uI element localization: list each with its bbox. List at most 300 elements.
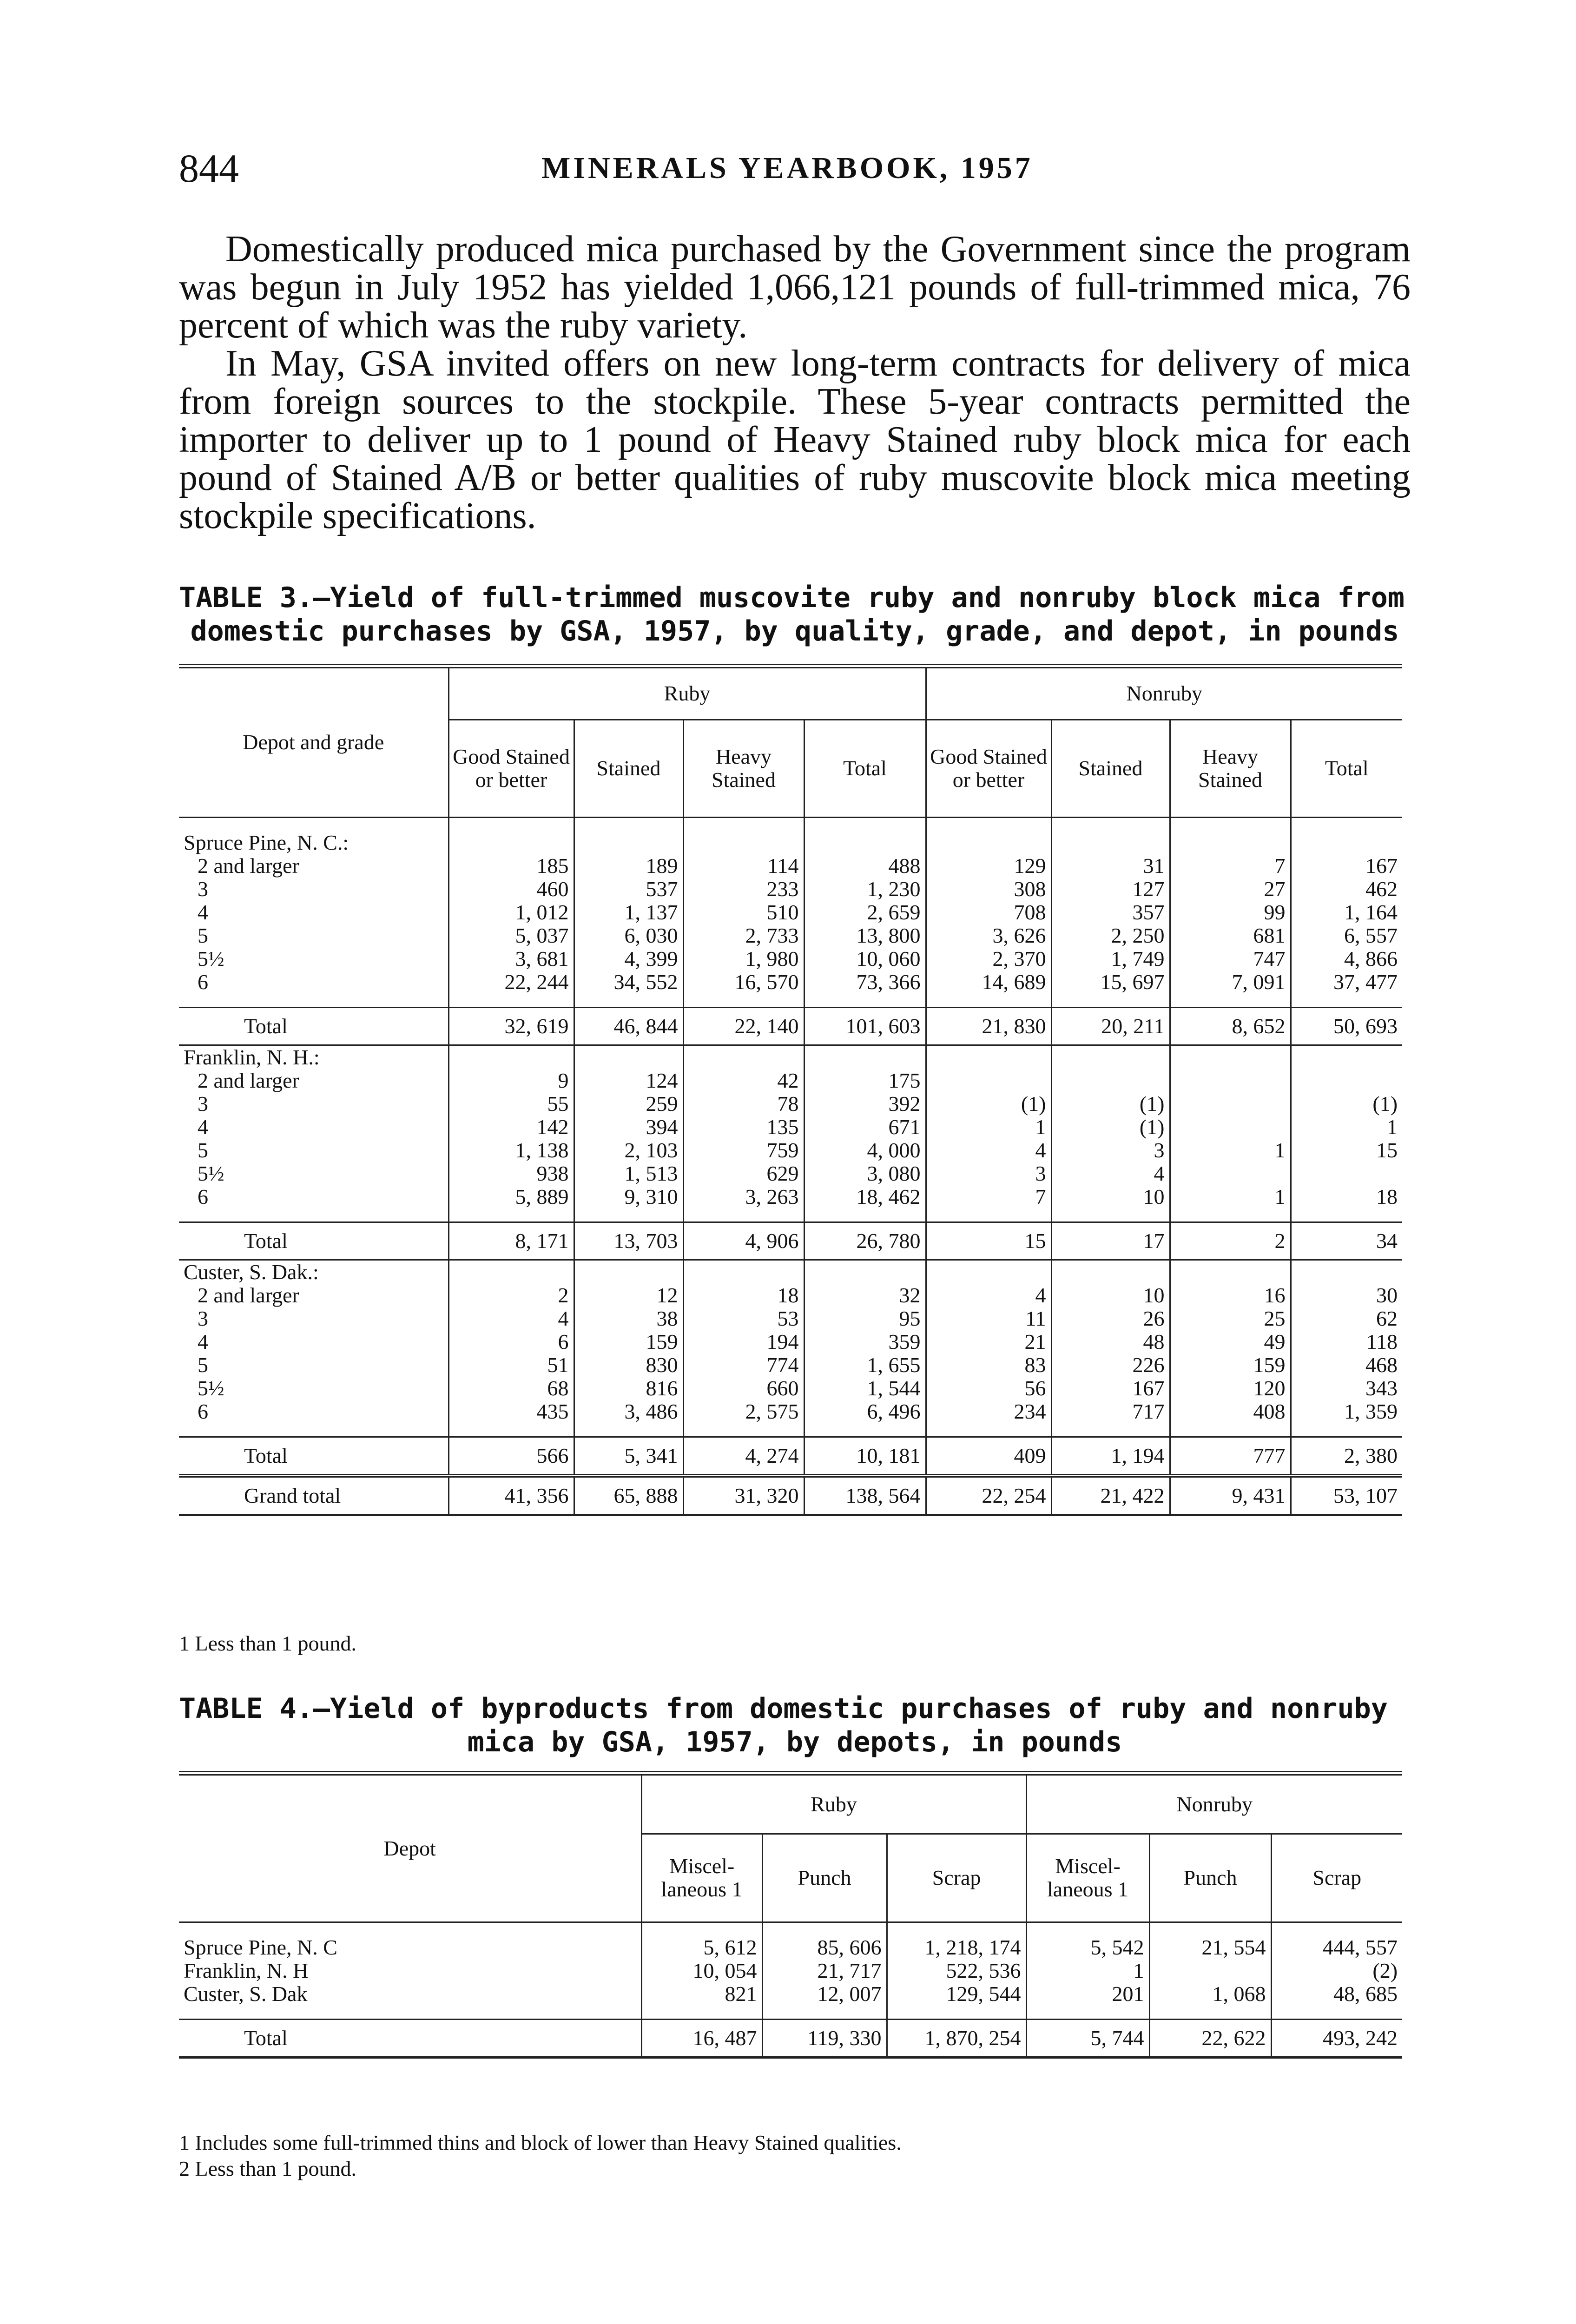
table-cell: 522, 536 <box>887 1959 1026 1982</box>
spacer-row <box>179 817 1402 831</box>
table-cell: 48 <box>1051 1330 1170 1353</box>
table-cell: 233 <box>683 878 804 901</box>
table-cell: 226 <box>1051 1353 1170 1377</box>
table-cell: 4, 399 <box>574 947 683 971</box>
table-cell: 2, 733 <box>683 924 804 947</box>
total-cell: 5, 341 <box>574 1437 683 1476</box>
grand-total-cell: 138, 564 <box>804 1476 926 1515</box>
table-row <box>179 1185 1402 1208</box>
table-cell: 1, 068 <box>1149 1982 1271 2006</box>
table-cell: 6, 030 <box>574 924 683 947</box>
total-cell: 8, 171 <box>448 1222 574 1260</box>
table-row <box>179 1116 1402 1139</box>
grand-total-cell: 9, 431 <box>1170 1476 1291 1515</box>
table-cell: 660 <box>683 1377 804 1400</box>
table-cell: 21 <box>926 1330 1051 1353</box>
table-cell: 1, 359 <box>1291 1400 1402 1423</box>
col-header-miscellaneous: Miscel-laneous 1 <box>641 1834 762 1922</box>
table-cell: 56 <box>926 1377 1051 1400</box>
table-cell: 16, 570 <box>683 971 804 994</box>
table3-title-line2: domestic purchases by GSA, 1957, by quality, grade, and depot, in pounds <box>190 615 1399 647</box>
depot-heading-row <box>179 1045 1402 1069</box>
table-cell: 3, 486 <box>574 1400 683 1423</box>
table-cell: 21, 554 <box>1149 1936 1271 1959</box>
total-cell: 22, 622 <box>1149 2019 1271 2057</box>
total-cell: 493, 242 <box>1271 2019 1402 2057</box>
table-cell: 83 <box>926 1353 1051 1377</box>
table-row <box>179 1330 1402 1353</box>
total-cell: 32, 619 <box>448 1007 574 1045</box>
table-cell: 7 <box>926 1185 1051 1208</box>
total-cell: 119, 330 <box>762 2019 887 2057</box>
table-cell: 15 <box>1291 1139 1402 1162</box>
grand-total-row <box>179 1476 1402 1515</box>
table-cell: 3, 681 <box>448 947 574 971</box>
table-cell: 5, 889 <box>448 1185 574 1208</box>
table-cell: 708 <box>926 901 1051 924</box>
table-cell <box>1051 1069 1170 1092</box>
depot-name: Custer, S. Dak.: <box>184 1260 319 1284</box>
table-cell: 18, 462 <box>804 1185 926 1208</box>
col-header-punch: Punch <box>1149 1834 1271 1922</box>
total-cell: 21, 830 <box>926 1007 1051 1045</box>
table4-title-line2: mica by GSA, 1957, by depots, in pounds <box>467 1726 1122 1758</box>
table-cell: 359 <box>804 1330 926 1353</box>
table-cell: (1) <box>926 1092 1051 1116</box>
table-cell: 6, 496 <box>804 1400 926 1423</box>
running-title: MINERALS YEARBOOK, 1957 <box>541 151 1033 185</box>
table-cell: 62 <box>1291 1307 1402 1330</box>
total-row <box>179 1007 1402 1045</box>
total-cell: 46, 844 <box>574 1007 683 1045</box>
table-cell: 37, 477 <box>1291 971 1402 994</box>
table3-title <box>179 581 1411 648</box>
table-row <box>179 1307 1402 1330</box>
col-header-heavy-stained: Heavy Stained <box>683 720 804 817</box>
table-cell: 830 <box>574 1353 683 1377</box>
table-cell: 259 <box>574 1092 683 1116</box>
table-cell: 42 <box>683 1069 804 1092</box>
table4 <box>179 1771 1402 2059</box>
grade-label: 4 <box>198 1330 208 1353</box>
table-cell: 14, 689 <box>926 971 1051 994</box>
table-cell <box>1170 1162 1291 1185</box>
table-cell: 38 <box>574 1307 683 1330</box>
table-cell: 816 <box>574 1377 683 1400</box>
total-cell: 2 <box>1170 1222 1291 1260</box>
table-row <box>179 1069 1402 1092</box>
table-cell: 2, 659 <box>804 901 926 924</box>
table-cell: 11 <box>926 1307 1051 1330</box>
grade-label: 4 <box>198 900 208 924</box>
table-row <box>179 947 1402 971</box>
total-cell: 34 <box>1291 1222 1402 1260</box>
grade-label: 2 and larger <box>198 1283 299 1307</box>
table-cell: 129, 544 <box>887 1982 1026 2006</box>
table-cell: 394 <box>574 1116 683 1139</box>
table-cell: 3, 263 <box>683 1185 804 1208</box>
table3-group-ruby: Ruby <box>448 666 926 720</box>
table-cell: 55 <box>448 1092 574 1116</box>
table-cell: 1 <box>926 1116 1051 1139</box>
table3-footnote: 1 Less than 1 pound. <box>179 1631 357 1655</box>
table-row <box>179 1936 1402 1959</box>
table-cell <box>1170 1069 1291 1092</box>
paragraph: Domestically produced mica purchased by the Government since the program was begun in July 1952 has yielded 1,066,121 pounds of full-trimmed mica, 76 percent of which was the ruby variety. <box>179 229 1411 346</box>
depot-name: Franklin, N. H.: <box>184 1045 320 1069</box>
table-cell: 759 <box>683 1139 804 1162</box>
total-cell: 1, 870, 254 <box>887 2019 1026 2057</box>
table-cell: 234 <box>926 1400 1051 1423</box>
table-cell <box>1291 1069 1402 1092</box>
table-cell: 120 <box>1170 1377 1291 1400</box>
table-cell: 124 <box>574 1069 683 1092</box>
table-cell: 51 <box>448 1353 574 1377</box>
table-cell: 1, 218, 174 <box>887 1936 1026 1959</box>
table-cell: 1, 980 <box>683 947 804 971</box>
table-cell: 1 <box>1291 1116 1402 1139</box>
table-row <box>179 901 1402 924</box>
table-cell: 9, 310 <box>574 1185 683 1208</box>
grade-label: 3 <box>198 877 208 901</box>
total-cell: 16, 487 <box>641 2019 762 2057</box>
total-cell: 15 <box>926 1222 1051 1260</box>
col-header-miscellaneous: Miscel-laneous 1 <box>1026 1834 1149 1922</box>
table-cell: 18 <box>683 1284 804 1307</box>
table-cell: 189 <box>574 854 683 878</box>
table-cell: 821 <box>641 1982 762 2006</box>
grade-label: 3 <box>198 1307 208 1330</box>
table-row <box>179 878 1402 901</box>
total-cell: 4, 274 <box>683 1437 804 1476</box>
grade-label: 5 <box>198 1138 208 1162</box>
total-row <box>179 2019 1402 2057</box>
table-cell: 6 <box>448 1330 574 1353</box>
grade-label: 2 and larger <box>198 854 299 878</box>
table-cell: 1, 749 <box>1051 947 1170 971</box>
table-cell: 1 <box>1026 1959 1149 1982</box>
table-cell <box>1291 1162 1402 1185</box>
table-cell: 1 <box>1170 1139 1291 1162</box>
grade-label: 5 <box>198 1353 208 1377</box>
table-cell: 95 <box>804 1307 926 1330</box>
total-row <box>179 1437 1402 1476</box>
spacer-row <box>179 1423 1402 1437</box>
table-cell: 1, 544 <box>804 1377 926 1400</box>
table-cell: 68 <box>448 1377 574 1400</box>
table-row <box>179 854 1402 878</box>
depot-label: Franklin, N. H <box>184 1959 309 1982</box>
table-cell: 13, 800 <box>804 924 926 947</box>
table-cell: 6, 557 <box>1291 924 1402 947</box>
col-header-punch: Punch <box>762 1834 887 1922</box>
col-header-stained: Stained <box>1051 720 1170 817</box>
table-cell: 135 <box>683 1116 804 1139</box>
table-row <box>179 1162 1402 1185</box>
spacer-row <box>179 1922 1402 1936</box>
table-cell: 1, 137 <box>574 901 683 924</box>
table-cell: 3, 080 <box>804 1162 926 1185</box>
table-cell: 5, 037 <box>448 924 574 947</box>
table-cell: 31 <box>1051 854 1170 878</box>
table-cell: 99 <box>1170 901 1291 924</box>
table-cell: 938 <box>448 1162 574 1185</box>
table-cell: 85, 606 <box>762 1936 887 1959</box>
table-cell: 392 <box>804 1092 926 1116</box>
table4-group-nonruby: Nonruby <box>1026 1773 1402 1834</box>
table-cell: 10 <box>1051 1185 1170 1208</box>
table-cell: 73, 366 <box>804 971 926 994</box>
total-cell: 17 <box>1051 1222 1170 1260</box>
table-cell: 1, 655 <box>804 1353 926 1377</box>
table-cell: 10, 060 <box>804 947 926 971</box>
table-cell: 3 <box>926 1162 1051 1185</box>
table-cell: 343 <box>1291 1377 1402 1400</box>
table-cell: 10 <box>1051 1284 1170 1307</box>
table3 <box>179 664 1402 1516</box>
table-cell: 1, 230 <box>804 878 926 901</box>
table-cell: 53 <box>683 1307 804 1330</box>
table-cell: 26 <box>1051 1307 1170 1330</box>
table-row <box>179 1353 1402 1377</box>
col-header-scrap: Scrap <box>887 1834 1026 1922</box>
table-cell: 435 <box>448 1400 574 1423</box>
table-cell: 7, 091 <box>1170 971 1291 994</box>
table-cell: 159 <box>574 1330 683 1353</box>
total-cell: 4, 906 <box>683 1222 804 1260</box>
col-header-total: Total <box>804 720 926 817</box>
col-header-good-stained: Good Stained or better <box>926 720 1051 817</box>
col-header-good-stained: Good Stained or better <box>448 720 574 817</box>
table-row <box>179 1284 1402 1307</box>
paragraph: In May, GSA invited offers on new long-term contracts for delivery of mica from foreign sources to the stockpile. These 5-year contracts permitted the importer to deliver up to 1 pound of Heavy Stained ruby block mica for each pound of Stained A/B or better qualities of ruby muscovite block mica meeting stockpile specifications. <box>179 343 1411 536</box>
table-cell: 167 <box>1291 854 1402 878</box>
table-row <box>179 1400 1402 1423</box>
table3-title-line1: TABLE 3.—Yield of full-trimmed muscovite ruby and nonruby block mica from <box>179 581 1405 614</box>
body-text <box>179 230 1411 535</box>
depot-heading-row <box>179 831 1402 854</box>
table-cell: 488 <box>804 854 926 878</box>
spacer-row <box>179 1208 1402 1222</box>
table-cell: 2, 370 <box>926 947 1051 971</box>
table-cell: 10, 054 <box>641 1959 762 1982</box>
total-cell: 26, 780 <box>804 1222 926 1260</box>
table-cell: 34, 552 <box>574 971 683 994</box>
table-cell: 32 <box>804 1284 926 1307</box>
table-row <box>179 971 1402 994</box>
table-row <box>179 1982 1402 2006</box>
table4-footnote-1: 1 Includes some full-trimmed thins and block of lower than Heavy Stained qualities. <box>179 2131 902 2154</box>
table-cell: 3 <box>1051 1139 1170 1162</box>
table-cell: 49 <box>1170 1330 1291 1353</box>
table-cell: (1) <box>1051 1116 1170 1139</box>
table-cell: 27 <box>1170 878 1291 901</box>
table-cell: 1, 138 <box>448 1139 574 1162</box>
table-cell: 5, 542 <box>1026 1936 1149 1959</box>
col-header-stained: Stained <box>574 720 683 817</box>
grade-label: 2 and larger <box>198 1069 299 1092</box>
spacer-row <box>179 2006 1402 2020</box>
table-cell: 16 <box>1170 1284 1291 1307</box>
table4-group-ruby: Ruby <box>641 1773 1026 1834</box>
total-label: Total <box>179 2019 641 2057</box>
col-header-scrap: Scrap <box>1271 1834 1402 1922</box>
grade-label: 5 <box>198 924 208 947</box>
table-cell: 468 <box>1291 1353 1402 1377</box>
table-cell <box>926 1069 1051 1092</box>
table-cell: 12, 007 <box>762 1982 887 2006</box>
table-cell: 308 <box>926 878 1051 901</box>
table-cell <box>1170 1116 1291 1139</box>
table-cell: 15, 697 <box>1051 971 1170 994</box>
table-cell: 408 <box>1170 1400 1291 1423</box>
page-number: 844 <box>179 146 239 191</box>
table-cell: 444, 557 <box>1271 1936 1402 1959</box>
table-cell: 537 <box>574 878 683 901</box>
grade-label: 6 <box>198 970 208 994</box>
table-row <box>179 1959 1402 1982</box>
total-cell: 101, 603 <box>804 1007 926 1045</box>
depot-name: Spruce Pine, N. C.: <box>184 831 349 854</box>
table-row <box>179 924 1402 947</box>
table-cell: 774 <box>683 1353 804 1377</box>
total-row <box>179 1222 1402 1260</box>
table4-stub-header: Depot <box>383 1836 436 1860</box>
table-cell: 4 <box>926 1284 1051 1307</box>
grade-label: 5½ <box>198 947 224 971</box>
grand-total-cell: 21, 422 <box>1051 1476 1170 1515</box>
total-cell: 409 <box>926 1437 1051 1476</box>
table-cell: 2 <box>448 1284 574 1307</box>
table-cell: 194 <box>683 1330 804 1353</box>
table-cell: 7 <box>1170 854 1291 878</box>
table-cell: 2, 250 <box>1051 924 1170 947</box>
table-cell: 18 <box>1291 1185 1402 1208</box>
table-cell: 2, 103 <box>574 1139 683 1162</box>
table-cell: 159 <box>1170 1353 1291 1377</box>
grand-total-cell: 22, 254 <box>926 1476 1051 1515</box>
grand-total-cell: 31, 320 <box>683 1476 804 1515</box>
total-label: Total <box>179 1437 448 1476</box>
grade-label: 4 <box>198 1115 208 1139</box>
table-cell: (1) <box>1291 1092 1402 1116</box>
table-cell: 2, 575 <box>683 1400 804 1423</box>
grand-total-cell: 53, 107 <box>1291 1476 1402 1515</box>
table-cell: (2) <box>1271 1959 1402 1982</box>
total-cell: 8, 652 <box>1170 1007 1291 1045</box>
table-cell: 747 <box>1170 947 1291 971</box>
table-cell: 118 <box>1291 1330 1402 1353</box>
table-cell <box>1149 1959 1271 1982</box>
table-row <box>179 1139 1402 1162</box>
grade-label: 3 <box>198 1092 208 1116</box>
depot-heading-row <box>179 1260 1402 1284</box>
grade-label: 5½ <box>198 1376 224 1400</box>
table-cell: 462 <box>1291 878 1402 901</box>
table-cell: 4 <box>926 1139 1051 1162</box>
depot-label: Spruce Pine, N. C <box>184 1935 337 1959</box>
table-cell: 510 <box>683 901 804 924</box>
col-header-total: Total <box>1291 720 1402 817</box>
total-cell: 1, 194 <box>1051 1437 1170 1476</box>
total-cell: 22, 140 <box>683 1007 804 1045</box>
total-cell: 777 <box>1170 1437 1291 1476</box>
table-cell: 4, 866 <box>1291 947 1402 971</box>
table4-footnote-2: 2 Less than 1 pound. <box>179 2157 357 2180</box>
table-cell: 30 <box>1291 1284 1402 1307</box>
total-cell: 566 <box>448 1437 574 1476</box>
table-cell: 12 <box>574 1284 683 1307</box>
table-cell: 22, 244 <box>448 971 574 994</box>
table-cell: 185 <box>448 854 574 878</box>
table-cell: 127 <box>1051 878 1170 901</box>
table-cell: 1 <box>1170 1185 1291 1208</box>
table-cell: 167 <box>1051 1377 1170 1400</box>
total-label: Total <box>179 1222 448 1260</box>
table-cell: 114 <box>683 854 804 878</box>
total-cell: 20, 211 <box>1051 1007 1170 1045</box>
table-cell: 681 <box>1170 924 1291 947</box>
table-cell: 629 <box>683 1162 804 1185</box>
table-cell: 671 <box>804 1116 926 1139</box>
grade-label: 5½ <box>198 1162 224 1185</box>
grand-total-label: Grand total <box>179 1476 448 1515</box>
table-cell: 460 <box>448 878 574 901</box>
table-cell: 4 <box>1051 1162 1170 1185</box>
table-cell: 5, 612 <box>641 1936 762 1959</box>
table-cell: 717 <box>1051 1400 1170 1423</box>
page-header <box>179 145 1401 196</box>
total-cell: 10, 181 <box>804 1437 926 1476</box>
total-cell: 13, 703 <box>574 1222 683 1260</box>
table-cell: 78 <box>683 1092 804 1116</box>
spacer-row <box>179 994 1402 1008</box>
table-cell: 1, 513 <box>574 1162 683 1185</box>
total-cell: 5, 744 <box>1026 2019 1149 2057</box>
grade-label: 6 <box>198 1400 208 1423</box>
grade-label: 6 <box>198 1185 208 1208</box>
table-cell: 48, 685 <box>1271 1982 1402 2006</box>
table-cell: 201 <box>1026 1982 1149 2006</box>
table4-title-line1: TABLE 4.—Yield of byproducts from domestic purchases of ruby and nonruby <box>179 1692 1388 1725</box>
table-cell: 129 <box>926 854 1051 878</box>
grand-total-cell: 41, 356 <box>448 1476 574 1515</box>
total-label: Total <box>179 1007 448 1045</box>
table-cell: (1) <box>1051 1092 1170 1116</box>
depot-label: Custer, S. Dak <box>184 1982 308 2006</box>
table-cell: 175 <box>804 1069 926 1092</box>
table-cell: 21, 717 <box>762 1959 887 1982</box>
total-cell: 2, 380 <box>1291 1437 1402 1476</box>
table-cell: 357 <box>1051 901 1170 924</box>
col-header-heavy-stained: Heavy Stained <box>1170 720 1291 817</box>
table3-stub-header: Depot and grade <box>243 730 384 754</box>
table-cell: 1, 012 <box>448 901 574 924</box>
table-cell: 4, 000 <box>804 1139 926 1162</box>
grand-total-cell: 65, 888 <box>574 1476 683 1515</box>
table-cell: 25 <box>1170 1307 1291 1330</box>
table-cell: 9 <box>448 1069 574 1092</box>
table3-group-nonruby: Nonruby <box>926 666 1402 720</box>
table-cell: 1, 164 <box>1291 901 1402 924</box>
table-cell <box>1170 1092 1291 1116</box>
table4-footnotes <box>179 2130 1387 2182</box>
table4-title <box>179 1692 1411 1759</box>
table-row <box>179 1092 1402 1116</box>
total-cell: 50, 693 <box>1291 1007 1402 1045</box>
table-cell: 142 <box>448 1116 574 1139</box>
table-cell: 3, 626 <box>926 924 1051 947</box>
